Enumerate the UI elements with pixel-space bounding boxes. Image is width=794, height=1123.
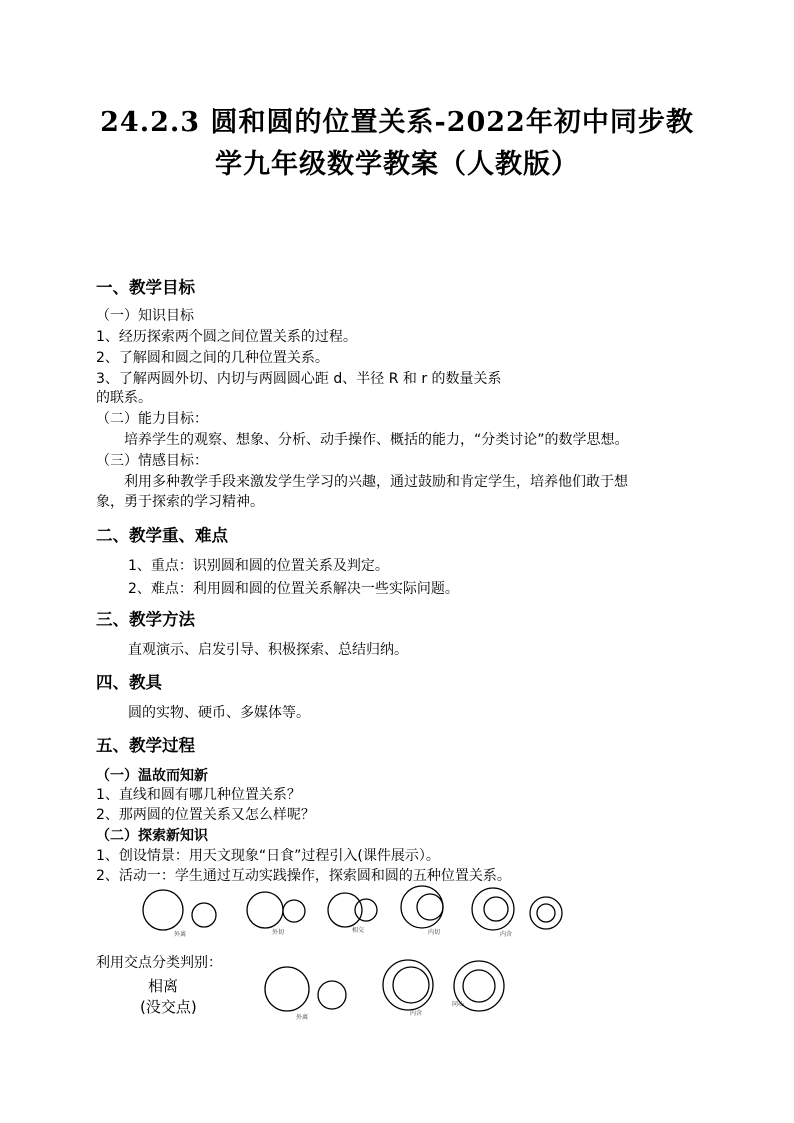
caption-row1-3: 相交 bbox=[352, 927, 365, 934]
review-label: （一）温故而知新 bbox=[96, 768, 208, 784]
circle-row2-separate-large bbox=[265, 967, 309, 1011]
emotion-goal-label: （三）情感目标： bbox=[96, 453, 208, 469]
circle-intersect-small bbox=[355, 899, 377, 921]
classify-label: 利用交点分类判别： bbox=[96, 955, 222, 971]
explore-step-1: 1、创设情景：用天文现象“日食”过程引入(课件展示）。 bbox=[96, 848, 440, 864]
circle-row2-contain-small bbox=[393, 967, 429, 1003]
page-title-line1: 24.2.3 圆和圆的位置关系-2022年初中同步教 bbox=[100, 107, 694, 138]
caption-row1-2: 外切 bbox=[272, 929, 285, 936]
circle-separate-large bbox=[143, 890, 183, 930]
caption-row1-1: 外离 bbox=[174, 931, 187, 938]
ability-goal-label: （二）能力目标： bbox=[96, 411, 208, 427]
explore-step-2: 2、活动一：学生通过互动实践操作，探索圆和圆的五种位置关系。 bbox=[96, 868, 511, 884]
knowledge-goal-3-cont: 的联系。 bbox=[96, 390, 152, 406]
explore-label: （二）探索新知识 bbox=[96, 828, 208, 844]
page-title-line2: 学九年级数学教案（人教版） bbox=[215, 149, 579, 180]
circle-separate-small bbox=[192, 903, 216, 927]
method-text: 直观演示、启发引导、积极探索、总结归纳。 bbox=[128, 642, 408, 658]
circle-row2-concentric-small bbox=[463, 970, 495, 1002]
caption-row1-5: 内含 bbox=[500, 931, 513, 938]
circle-internal-tangent-large bbox=[401, 886, 443, 928]
knowledge-goal-1: 1、经历探索两个圆之间位置关系的过程。 bbox=[96, 329, 357, 345]
ability-goal-text: 培养学生的观察、想象、分析、动手操作、概括的能力，“分类讨论”的数学思想。 bbox=[124, 432, 629, 448]
key-point-1: 1、重点：识别圆和圆的位置关系及判定。 bbox=[128, 558, 389, 574]
circle-concentric-small bbox=[537, 904, 555, 922]
section-heading-tools: 四、教具 bbox=[96, 673, 162, 692]
key-point-2: 2、难点：利用圆和圆的位置关系解决一些实际问题。 bbox=[128, 581, 459, 597]
section-heading-method: 三、教学方法 bbox=[96, 610, 195, 629]
knowledge-goal-label: （一）知识目标 bbox=[96, 308, 194, 324]
tools-text: 圆的实物、硬币、多媒体等。 bbox=[128, 705, 310, 721]
emotion-goal-text-1: 利用多种教学手段来激发学生学习的兴趣，通过鼓励和肯定学生，培养他们敢于想 bbox=[124, 474, 628, 490]
section-heading-key: 二、教学重、难点 bbox=[96, 526, 228, 545]
section-heading-goals: 一、教学目标 bbox=[96, 278, 195, 297]
classify-title: 相离 bbox=[148, 977, 179, 995]
classify-subtitle: (没交点) bbox=[140, 998, 197, 1016]
caption-row2-1: 外离 bbox=[296, 1014, 309, 1021]
circle-concentric-large bbox=[530, 897, 562, 929]
circle-internal-tangent-small bbox=[417, 894, 443, 920]
section-heading-process: 五、教学过程 bbox=[96, 736, 195, 755]
circle-contain-small bbox=[484, 897, 508, 921]
circle-external-tangent-small bbox=[283, 900, 305, 922]
circle-external-tangent-large bbox=[247, 892, 283, 928]
knowledge-goal-2: 2、了解圆和圆之间的几种位置关系。 bbox=[96, 350, 329, 366]
caption-row2-2: 内含 bbox=[410, 1010, 423, 1017]
review-question-2: 2、那两圆的位置关系又怎么样呢？ bbox=[96, 807, 315, 823]
emotion-goal-text-2: 象，勇于探索的学习精神。 bbox=[96, 494, 264, 510]
knowledge-goal-3: 3、了解两圆外切、内切与两圆圆心距 d、半径 R 和 r 的数量关系 bbox=[96, 371, 502, 387]
circle-intersect-large bbox=[328, 893, 362, 927]
caption-row1-4: 内切 bbox=[428, 929, 441, 936]
review-question-1: 1、直线和圆有哪几种位置关系？ bbox=[96, 787, 301, 803]
caption-row2-3: 同心 bbox=[452, 1001, 465, 1008]
circle-row2-separate-small bbox=[318, 981, 346, 1009]
